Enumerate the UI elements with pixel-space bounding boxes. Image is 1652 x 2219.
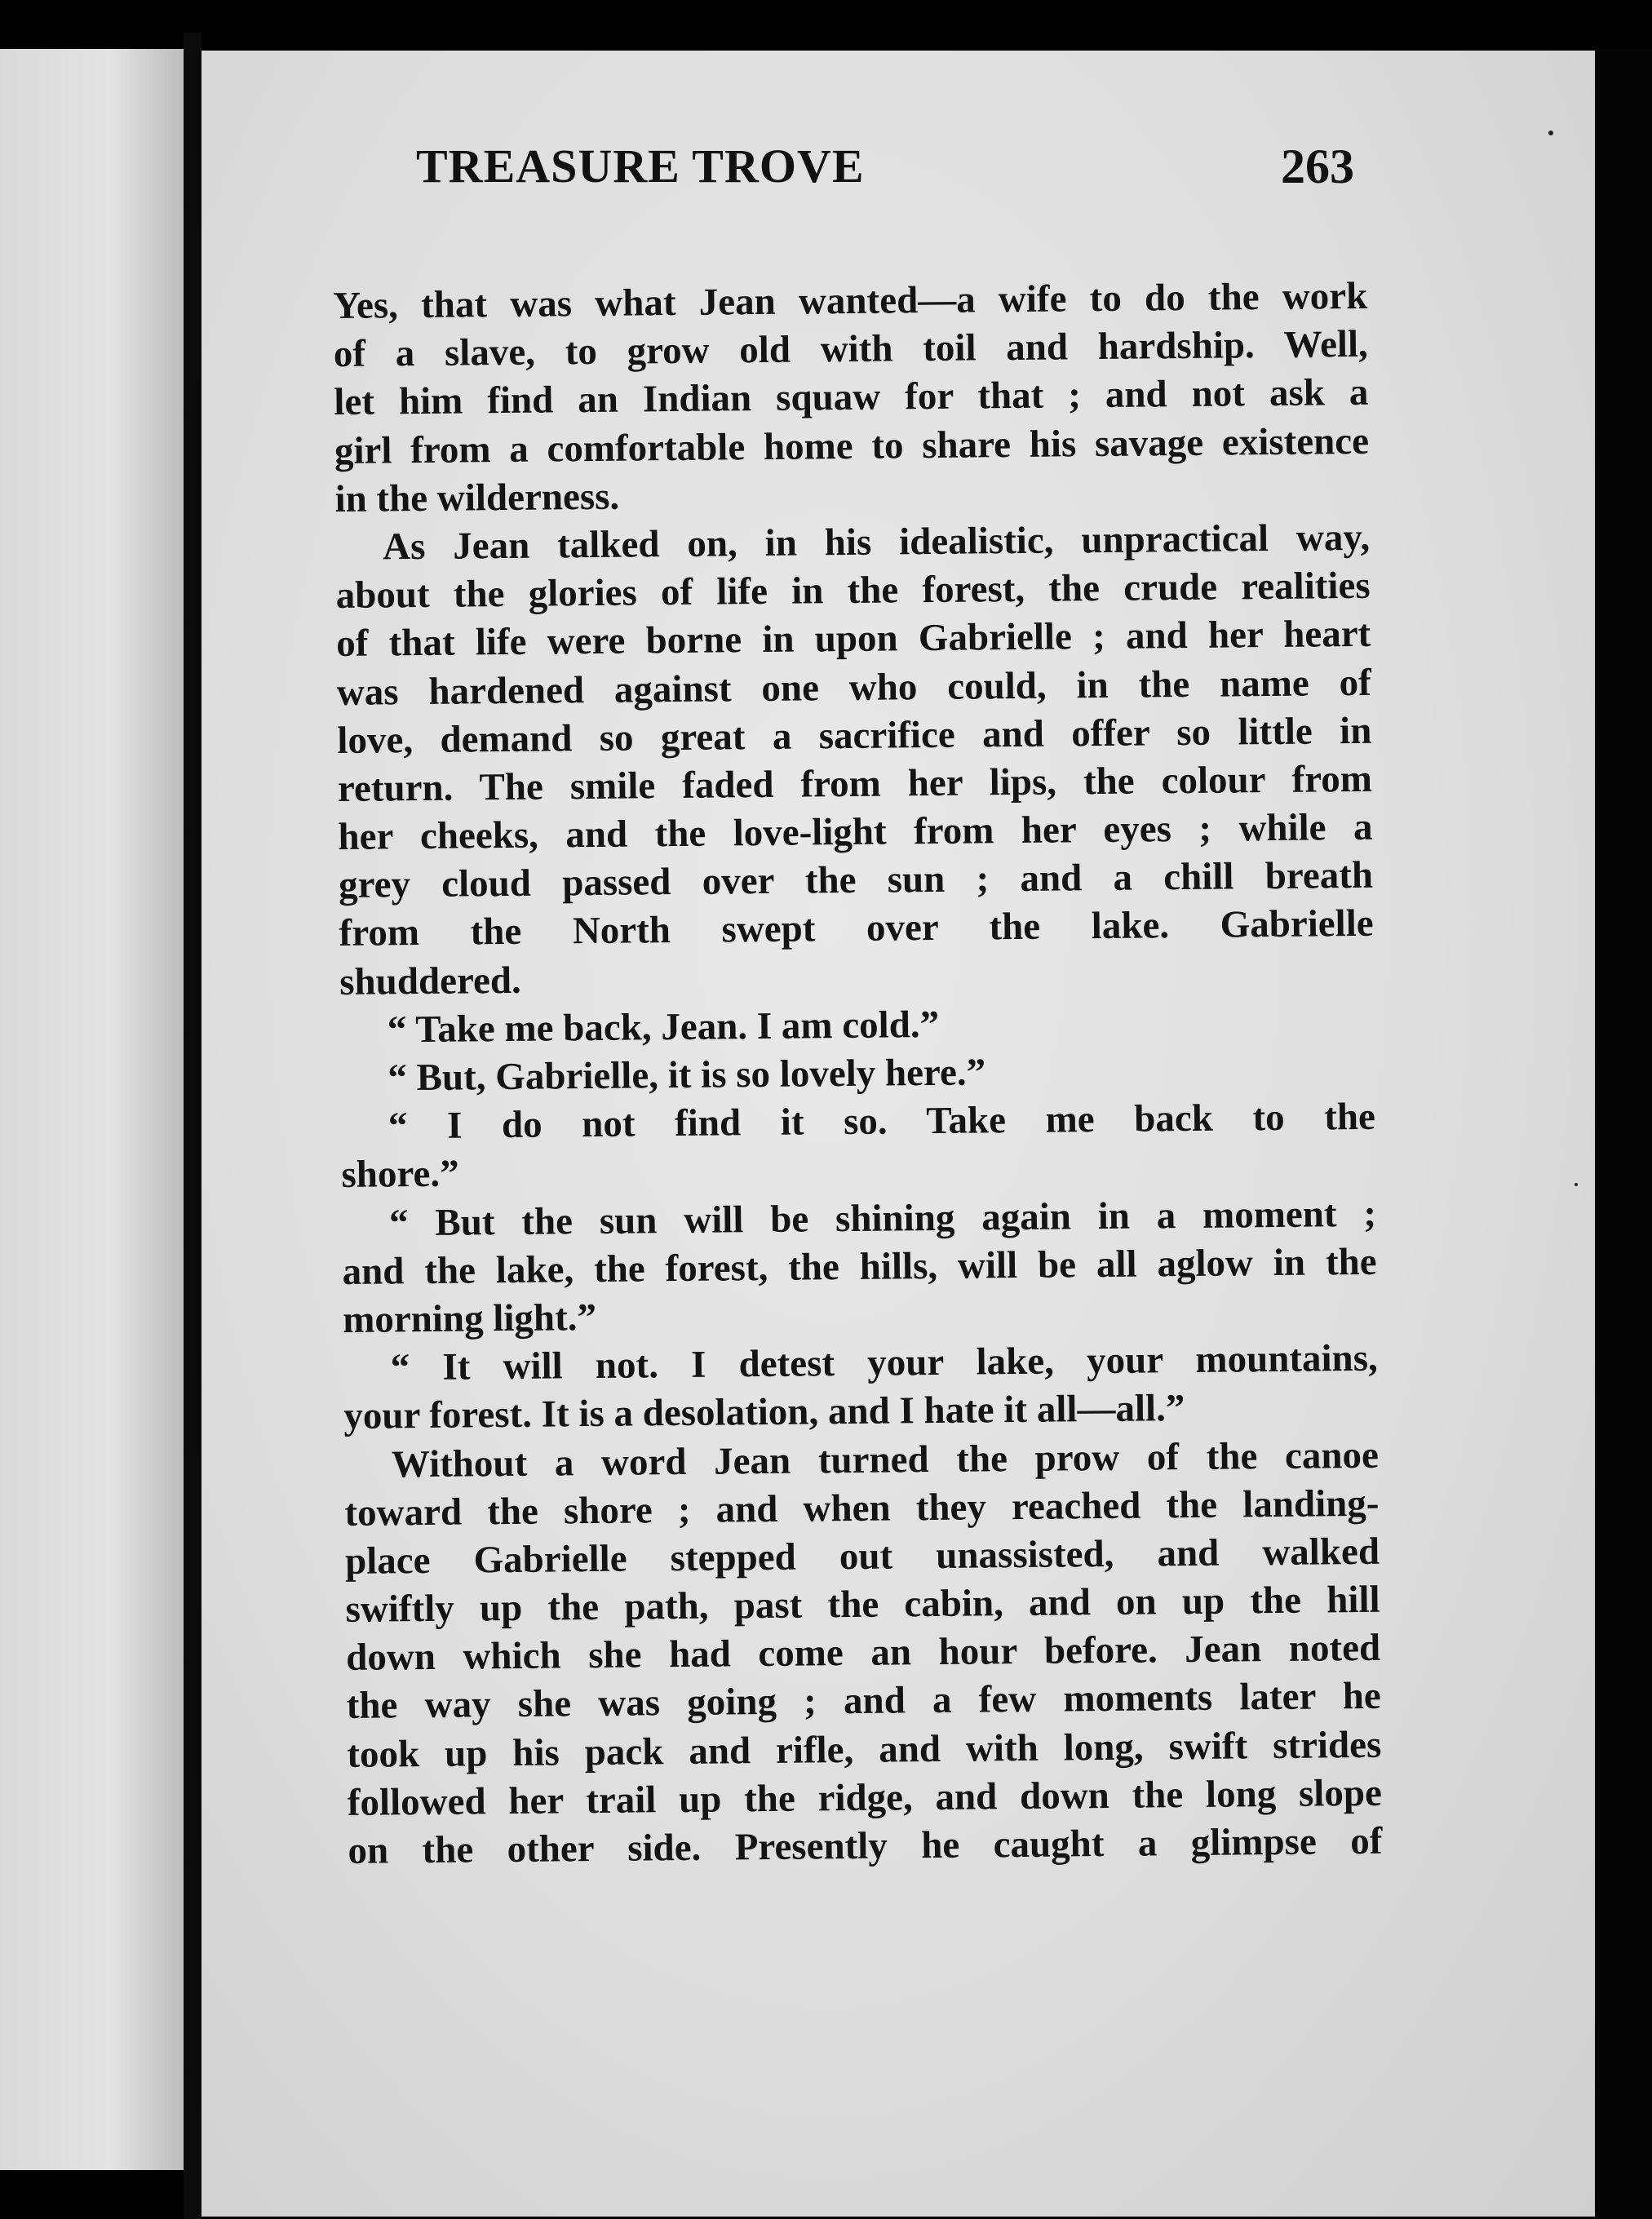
text-line: in the wilderness.: [334, 475, 620, 520]
page-number: 263: [1281, 140, 1354, 193]
text-line: “ It will not. I detest your lake, your mountains,: [390, 1336, 1378, 1389]
text-line: shuddered.: [339, 959, 521, 1003]
text-line: of that life were borne in upon Gabrielle ; and her heart: [336, 613, 1371, 666]
body-text: [333, 272, 1383, 1876]
text-line: about the glories of life in the forest, the crude realities: [335, 564, 1371, 618]
text-line: shore.”: [341, 1152, 459, 1197]
text-line: grey cloud passed over the sun ; and a chill breath: [338, 854, 1374, 907]
text-line: toward the shore ; and when they reached the landing-: [344, 1482, 1380, 1535]
text-line: Without a word Jean turned the prow of the canoe: [391, 1433, 1380, 1486]
text-line: “ But, Gabrielle, it is so lovely here.”: [388, 1051, 986, 1100]
text-line: morning light.”: [342, 1296, 597, 1341]
dust-speck: [1574, 1183, 1578, 1186]
text-line: from the North swept over the lake. Gabrielle: [339, 902, 1374, 955]
text-line: and the lake, the forest, the hills, will be all aglow in the: [342, 1240, 1377, 1293]
text-line: return. The smile faded from her lips, the colour from: [337, 757, 1373, 810]
running-head: TREASURE TROVE: [416, 140, 865, 193]
text-line: the way she was going ; and a few moments later he: [346, 1675, 1381, 1728]
text-line: of a slave, to grow old with toil and hardship. Well,: [333, 323, 1369, 376]
text-line: As Jean talked on, in his idealistic, unpractical way,: [382, 516, 1371, 569]
text-line: her cheeks, and the love-light from her eyes ; while a: [338, 805, 1373, 859]
book-gutter: [184, 33, 202, 2219]
text-line: let him find an Indian squaw for that ; and not ask a: [334, 371, 1369, 424]
page-edge-shadow: [1595, 49, 1652, 2219]
text-line: place Gabrielle stepped out unassisted, and walked: [344, 1530, 1380, 1583]
text-line: “ Take me back, Jean. I am cold.”: [387, 1003, 940, 1052]
text-line: swiftly up the path, past the cabin, and on up the hill: [345, 1578, 1380, 1631]
text-line: took up his pack and rifle, and with long, swift strides: [347, 1723, 1382, 1776]
text-line: girl from a comfortable home to share his savage existence: [334, 419, 1370, 472]
facing-page-fragment: [0, 49, 184, 2170]
text-line: your forest. It is a desolation, and I hate it all—all.”: [343, 1387, 1185, 1438]
text-line: Yes, that was what Jean wanted—a wife to do the work: [333, 274, 1368, 327]
page-header: [416, 139, 1354, 204]
facing-page-text: [112, 355, 184, 1948]
text-line: “ But the sun will be shining again in a moment ;: [388, 1192, 1377, 1244]
dust-speck: [1548, 131, 1553, 135]
text-line: on the other side. Presently he caught a glimpse of: [348, 1819, 1383, 1872]
text-line: “ I do not find it so. Take me back to the: [388, 1095, 1376, 1148]
text-line: followed her trail up the ridge, and down the long slope: [347, 1771, 1383, 1824]
text-line: was hardened against one who could, in the name of: [336, 661, 1372, 714]
text-line: down which she had come an hour before. Jean noted: [345, 1627, 1381, 1680]
text-line: love, demand so great a sacrifice and offer so little in: [337, 709, 1372, 762]
